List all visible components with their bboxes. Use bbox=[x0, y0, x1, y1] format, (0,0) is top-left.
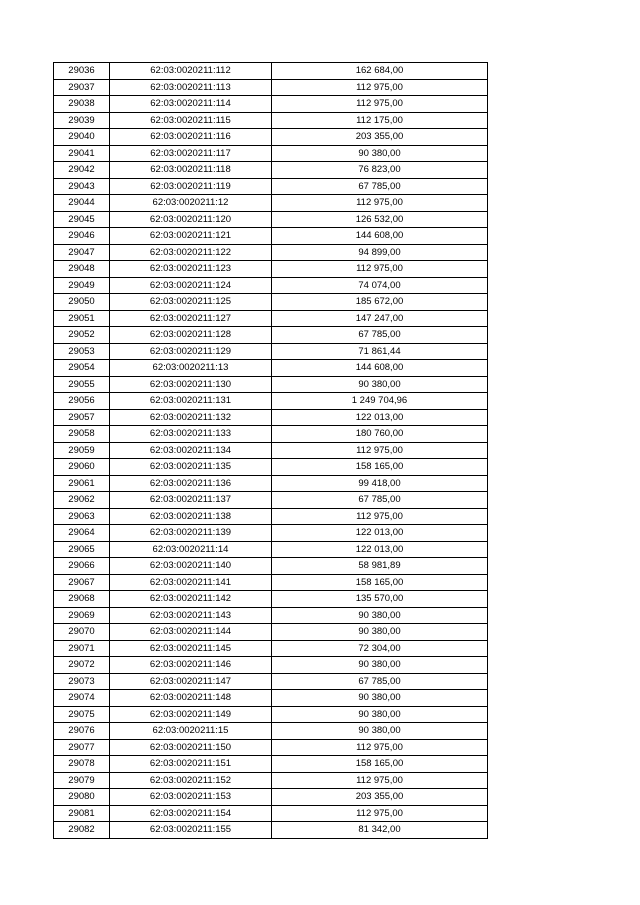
row-number-cell: 29056 bbox=[54, 393, 110, 410]
table-body bbox=[54, 63, 488, 839]
table-row bbox=[54, 739, 488, 756]
table-row bbox=[54, 409, 488, 426]
row-number-cell: 29064 bbox=[54, 525, 110, 542]
value-cell: 74 074,00 bbox=[272, 277, 488, 294]
row-number-cell: 29058 bbox=[54, 426, 110, 443]
value-cell: 90 380,00 bbox=[272, 723, 488, 740]
row-number-cell: 29081 bbox=[54, 805, 110, 822]
row-number-cell: 29039 bbox=[54, 112, 110, 129]
cadastral-number-cell: 62:03:0020211:135 bbox=[110, 459, 272, 476]
cadastral-number-cell: 62:03:0020211:152 bbox=[110, 772, 272, 789]
table-row bbox=[54, 343, 488, 360]
table-row bbox=[54, 129, 488, 146]
cadastral-number-cell: 62:03:0020211:140 bbox=[110, 558, 272, 575]
table-row bbox=[54, 789, 488, 806]
row-number-cell: 29077 bbox=[54, 739, 110, 756]
table-row bbox=[54, 376, 488, 393]
cadastral-number-cell: 62:03:0020211:139 bbox=[110, 525, 272, 542]
table-row bbox=[54, 706, 488, 723]
value-cell: 99 418,00 bbox=[272, 475, 488, 492]
row-number-cell: 29071 bbox=[54, 640, 110, 657]
cadastral-number-cell: 62:03:0020211:115 bbox=[110, 112, 272, 129]
table-row bbox=[54, 525, 488, 542]
cadastral-number-cell: 62:03:0020211:150 bbox=[110, 739, 272, 756]
table-row bbox=[54, 261, 488, 278]
cadastral-number-cell: 62:03:0020211:15 bbox=[110, 723, 272, 740]
table-row bbox=[54, 772, 488, 789]
cadastral-number-cell: 62:03:0020211:149 bbox=[110, 706, 272, 723]
table-row bbox=[54, 805, 488, 822]
value-cell: 144 608,00 bbox=[272, 360, 488, 377]
row-number-cell: 29073 bbox=[54, 673, 110, 690]
table-row bbox=[54, 459, 488, 476]
table-row bbox=[54, 591, 488, 608]
cadastral-number-cell: 62:03:0020211:142 bbox=[110, 591, 272, 608]
table-row bbox=[54, 294, 488, 311]
table-row bbox=[54, 360, 488, 377]
cadastral-number-cell: 62:03:0020211:131 bbox=[110, 393, 272, 410]
value-cell: 162 684,00 bbox=[272, 63, 488, 80]
table-row bbox=[54, 393, 488, 410]
cadastral-number-cell: 62:03:0020211:133 bbox=[110, 426, 272, 443]
cadastral-number-cell: 62:03:0020211:123 bbox=[110, 261, 272, 278]
value-cell: 71 861,44 bbox=[272, 343, 488, 360]
value-cell: 67 785,00 bbox=[272, 492, 488, 509]
value-cell: 203 355,00 bbox=[272, 789, 488, 806]
table-row bbox=[54, 211, 488, 228]
row-number-cell: 29060 bbox=[54, 459, 110, 476]
table-row bbox=[54, 277, 488, 294]
row-number-cell: 29055 bbox=[54, 376, 110, 393]
table-row bbox=[54, 327, 488, 344]
cadastral-number-cell: 62:03:0020211:136 bbox=[110, 475, 272, 492]
row-number-cell: 29037 bbox=[54, 79, 110, 96]
row-number-cell: 29057 bbox=[54, 409, 110, 426]
value-cell: 112 975,00 bbox=[272, 805, 488, 822]
row-number-cell: 29082 bbox=[54, 822, 110, 839]
cadastral-number-cell: 62:03:0020211:153 bbox=[110, 789, 272, 806]
row-number-cell: 29052 bbox=[54, 327, 110, 344]
table-row bbox=[54, 657, 488, 674]
cadastral-number-cell: 62:03:0020211:141 bbox=[110, 574, 272, 591]
row-number-cell: 29061 bbox=[54, 475, 110, 492]
value-cell: 90 380,00 bbox=[272, 376, 488, 393]
value-cell: 112 975,00 bbox=[272, 772, 488, 789]
value-cell: 90 380,00 bbox=[272, 145, 488, 162]
cadastral-number-cell: 62:03:0020211:145 bbox=[110, 640, 272, 657]
row-number-cell: 29049 bbox=[54, 277, 110, 294]
value-cell: 90 380,00 bbox=[272, 657, 488, 674]
table-row bbox=[54, 475, 488, 492]
cadastral-number-cell: 62:03:0020211:119 bbox=[110, 178, 272, 195]
table-row bbox=[54, 79, 488, 96]
row-number-cell: 29046 bbox=[54, 228, 110, 245]
value-cell: 67 785,00 bbox=[272, 673, 488, 690]
table-row bbox=[54, 508, 488, 525]
row-number-cell: 29059 bbox=[54, 442, 110, 459]
table-row bbox=[54, 442, 488, 459]
table-row bbox=[54, 492, 488, 509]
cadastral-number-cell: 62:03:0020211:128 bbox=[110, 327, 272, 344]
cadastral-value-table bbox=[53, 62, 488, 839]
value-cell: 67 785,00 bbox=[272, 178, 488, 195]
value-cell: 112 975,00 bbox=[272, 261, 488, 278]
row-number-cell: 29054 bbox=[54, 360, 110, 377]
cadastral-number-cell: 62:03:0020211:151 bbox=[110, 756, 272, 773]
value-cell: 135 570,00 bbox=[272, 591, 488, 608]
row-number-cell: 29070 bbox=[54, 624, 110, 641]
table-row bbox=[54, 624, 488, 641]
row-number-cell: 29042 bbox=[54, 162, 110, 179]
value-cell: 94 899,00 bbox=[272, 244, 488, 261]
row-number-cell: 29036 bbox=[54, 63, 110, 80]
cadastral-number-cell: 62:03:0020211:13 bbox=[110, 360, 272, 377]
value-cell: 147 247,00 bbox=[272, 310, 488, 327]
row-number-cell: 29072 bbox=[54, 657, 110, 674]
value-cell: 122 013,00 bbox=[272, 541, 488, 558]
table-row bbox=[54, 96, 488, 113]
value-cell: 112 975,00 bbox=[272, 739, 488, 756]
cadastral-number-cell: 62:03:0020211:147 bbox=[110, 673, 272, 690]
value-cell: 1 249 704,96 bbox=[272, 393, 488, 410]
table-row bbox=[54, 574, 488, 591]
value-cell: 112 975,00 bbox=[272, 79, 488, 96]
cadastral-number-cell: 62:03:0020211:155 bbox=[110, 822, 272, 839]
value-cell: 81 342,00 bbox=[272, 822, 488, 839]
row-number-cell: 29062 bbox=[54, 492, 110, 509]
cadastral-number-cell: 62:03:0020211:137 bbox=[110, 492, 272, 509]
table-row bbox=[54, 310, 488, 327]
cadastral-number-cell: 62:03:0020211:118 bbox=[110, 162, 272, 179]
table-row bbox=[54, 756, 488, 773]
row-number-cell: 29075 bbox=[54, 706, 110, 723]
cadastral-number-cell: 62:03:0020211:117 bbox=[110, 145, 272, 162]
cadastral-number-cell: 62:03:0020211:12 bbox=[110, 195, 272, 212]
value-cell: 112 975,00 bbox=[272, 195, 488, 212]
cadastral-number-cell: 62:03:0020211:113 bbox=[110, 79, 272, 96]
value-cell: 112 975,00 bbox=[272, 96, 488, 113]
value-cell: 158 165,00 bbox=[272, 574, 488, 591]
table-row bbox=[54, 426, 488, 443]
cadastral-number-cell: 62:03:0020211:129 bbox=[110, 343, 272, 360]
value-cell: 185 672,00 bbox=[272, 294, 488, 311]
cadastral-number-cell: 62:03:0020211:124 bbox=[110, 277, 272, 294]
value-cell: 90 380,00 bbox=[272, 624, 488, 641]
value-cell: 72 304,00 bbox=[272, 640, 488, 657]
cadastral-number-cell: 62:03:0020211:138 bbox=[110, 508, 272, 525]
cadastral-number-cell: 62:03:0020211:14 bbox=[110, 541, 272, 558]
table-row bbox=[54, 690, 488, 707]
row-number-cell: 29053 bbox=[54, 343, 110, 360]
row-number-cell: 29045 bbox=[54, 211, 110, 228]
value-cell: 67 785,00 bbox=[272, 327, 488, 344]
cadastral-number-cell: 62:03:0020211:125 bbox=[110, 294, 272, 311]
table-row bbox=[54, 145, 488, 162]
row-number-cell: 29043 bbox=[54, 178, 110, 195]
row-number-cell: 29067 bbox=[54, 574, 110, 591]
row-number-cell: 29047 bbox=[54, 244, 110, 261]
value-cell: 122 013,00 bbox=[272, 409, 488, 426]
row-number-cell: 29068 bbox=[54, 591, 110, 608]
table-row bbox=[54, 228, 488, 245]
value-cell: 58 981,89 bbox=[272, 558, 488, 575]
value-cell: 76 823,00 bbox=[272, 162, 488, 179]
cadastral-number-cell: 62:03:0020211:143 bbox=[110, 607, 272, 624]
row-number-cell: 29074 bbox=[54, 690, 110, 707]
value-cell: 112 975,00 bbox=[272, 442, 488, 459]
value-cell: 90 380,00 bbox=[272, 607, 488, 624]
cadastral-number-cell: 62:03:0020211:146 bbox=[110, 657, 272, 674]
table-row bbox=[54, 723, 488, 740]
row-number-cell: 29050 bbox=[54, 294, 110, 311]
table-row bbox=[54, 541, 488, 558]
table-row bbox=[54, 63, 488, 80]
row-number-cell: 29078 bbox=[54, 756, 110, 773]
cadastral-number-cell: 62:03:0020211:130 bbox=[110, 376, 272, 393]
cadastral-number-cell: 62:03:0020211:127 bbox=[110, 310, 272, 327]
table-row bbox=[54, 673, 488, 690]
table-row bbox=[54, 195, 488, 212]
table-row bbox=[54, 244, 488, 261]
table-row bbox=[54, 640, 488, 657]
row-number-cell: 29040 bbox=[54, 129, 110, 146]
value-cell: 112 975,00 bbox=[272, 508, 488, 525]
cadastral-number-cell: 62:03:0020211:114 bbox=[110, 96, 272, 113]
row-number-cell: 29041 bbox=[54, 145, 110, 162]
value-cell: 158 165,00 bbox=[272, 756, 488, 773]
value-cell: 180 760,00 bbox=[272, 426, 488, 443]
cadastral-number-cell: 62:03:0020211:120 bbox=[110, 211, 272, 228]
value-cell: 90 380,00 bbox=[272, 690, 488, 707]
cadastral-number-cell: 62:03:0020211:132 bbox=[110, 409, 272, 426]
value-cell: 112 175,00 bbox=[272, 112, 488, 129]
value-cell: 126 532,00 bbox=[272, 211, 488, 228]
table-row bbox=[54, 822, 488, 839]
row-number-cell: 29051 bbox=[54, 310, 110, 327]
cadastral-number-cell: 62:03:0020211:134 bbox=[110, 442, 272, 459]
value-cell: 122 013,00 bbox=[272, 525, 488, 542]
table-row bbox=[54, 558, 488, 575]
value-cell: 144 608,00 bbox=[272, 228, 488, 245]
cadastral-number-cell: 62:03:0020211:122 bbox=[110, 244, 272, 261]
row-number-cell: 29063 bbox=[54, 508, 110, 525]
table-row bbox=[54, 607, 488, 624]
cadastral-number-cell: 62:03:0020211:121 bbox=[110, 228, 272, 245]
value-cell: 158 165,00 bbox=[272, 459, 488, 476]
table-row bbox=[54, 178, 488, 195]
cadastral-number-cell: 62:03:0020211:112 bbox=[110, 63, 272, 80]
table-row bbox=[54, 112, 488, 129]
row-number-cell: 29076 bbox=[54, 723, 110, 740]
row-number-cell: 29038 bbox=[54, 96, 110, 113]
row-number-cell: 29044 bbox=[54, 195, 110, 212]
cadastral-number-cell: 62:03:0020211:144 bbox=[110, 624, 272, 641]
value-cell: 203 355,00 bbox=[272, 129, 488, 146]
cadastral-number-cell: 62:03:0020211:116 bbox=[110, 129, 272, 146]
row-number-cell: 29079 bbox=[54, 772, 110, 789]
row-number-cell: 29069 bbox=[54, 607, 110, 624]
row-number-cell: 29080 bbox=[54, 789, 110, 806]
row-number-cell: 29066 bbox=[54, 558, 110, 575]
row-number-cell: 29048 bbox=[54, 261, 110, 278]
row-number-cell: 29065 bbox=[54, 541, 110, 558]
value-cell: 90 380,00 bbox=[272, 706, 488, 723]
cadastral-number-cell: 62:03:0020211:154 bbox=[110, 805, 272, 822]
table-row bbox=[54, 162, 488, 179]
cadastral-number-cell: 62:03:0020211:148 bbox=[110, 690, 272, 707]
